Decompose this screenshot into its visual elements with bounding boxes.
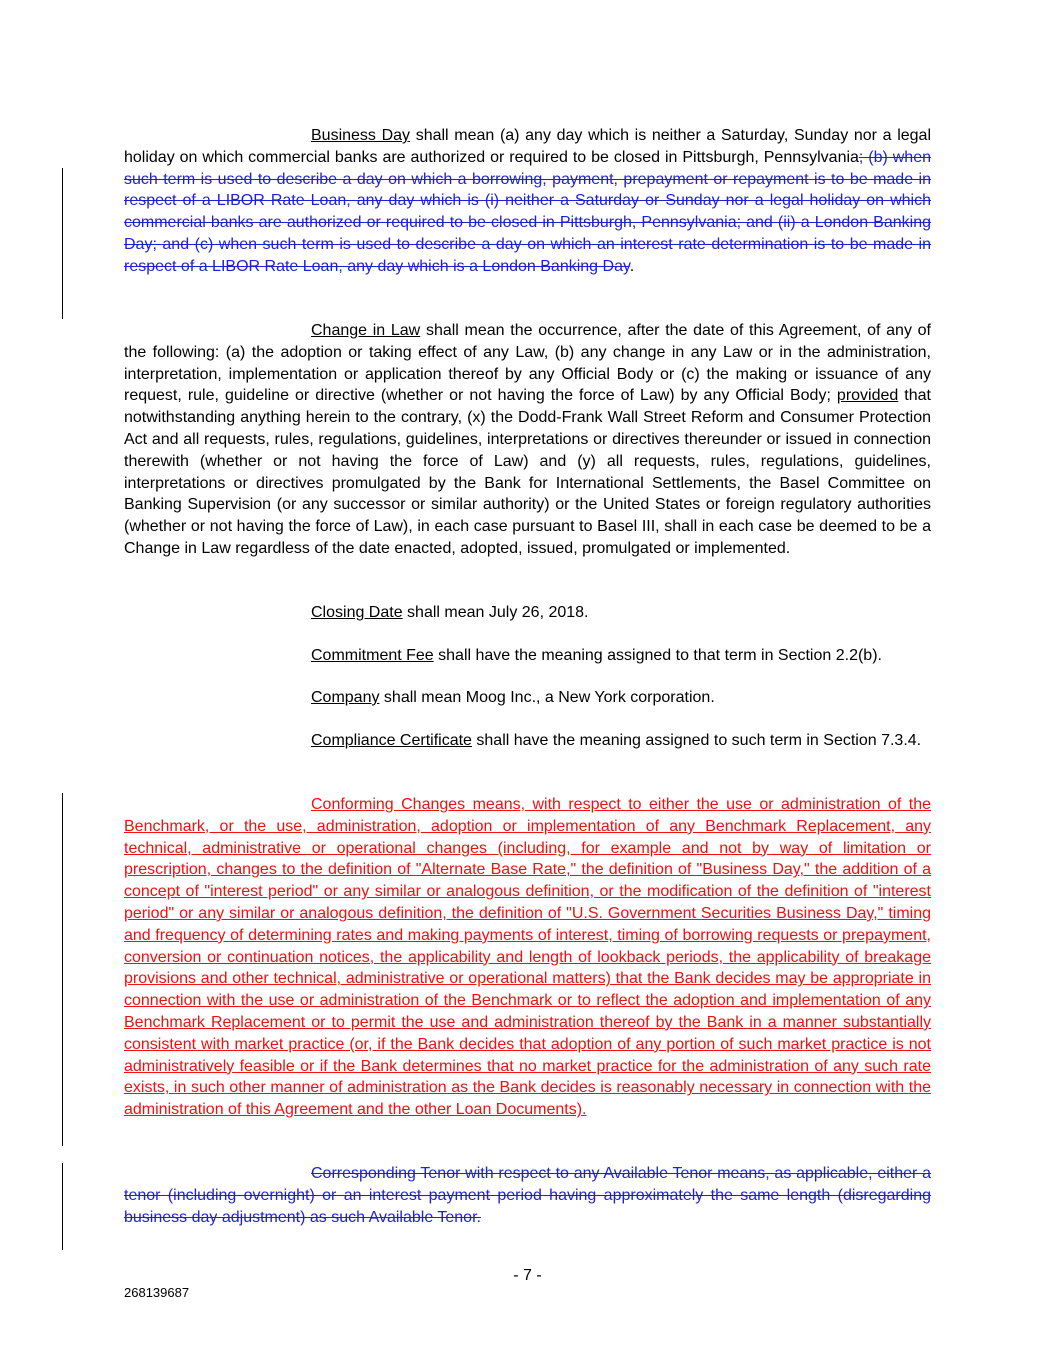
defined-term: Closing Date	[311, 604, 403, 621]
deleted-text: ; (b) when such term is used to describe a day on which a borrowing, payment, prepayment or repayment is to be made in respect of a LIBOR Rate Loan, any day which is (i) neither a Saturday or Sunday nor a legal holiday on which commercial banks are authorized or required to be closed in Pittsburgh, Pennsylvania; and (ii) a London Banking Day; and (c) when such term is used to describe a day on which an interest rate determination is to be made in respect of a LIBOR Rate Loan, any day which is a London Banking Day	[124, 148, 931, 275]
change-bar	[62, 1163, 63, 1250]
defined-term: Compliance Certificate	[311, 732, 472, 749]
defined-term: Commitment Fee	[311, 647, 434, 664]
definition-business-day	[124, 125, 931, 278]
definition-text: shall mean Moog Inc., a New York corporation.	[379, 689, 715, 706]
definition-text: shall have the meaning assigned to that term in Section 2.2(b).	[433, 647, 882, 664]
change-bar	[62, 793, 63, 1146]
definition-text: shall mean the occurrence, after the date of this Agreement, of any of the following: (a) the adoption or taking effect of any Law, (b) any change in any Law or in the administration, interpretation, implementation or application thereof by any Official Body or (c) the making or issuance of any request, rule, guideline or directive (whether or not having the force of Law) by any Official Body;	[124, 322, 931, 405]
deleted-text: with respect to any Available Tenor means, as applicable, either a tenor (including overnight) or an interest payment period having approximately the same length (disregarding business day adjustment) as such Available Tenor.	[124, 1165, 931, 1226]
definition-corresponding-tenor	[124, 1163, 931, 1228]
provided-term: provided	[836, 387, 899, 405]
defined-term: Change in Law	[311, 322, 421, 339]
defined-term: Business Day	[311, 127, 411, 144]
definition-conforming-changes	[124, 794, 931, 1121]
inserted-text: Conforming Changes means, with respect to either the use or administration of the Benchmark, or the use, administration, adoption or implementation of any Benchmark Replacement, any technical, administrative or operational changes (including, for example and not by way of limitation or prescription, changes to the definition of "Alternate Base Rate," the definition of "Business Day," the addition of a concept of "interest period" or any similar or analogous definition, or the modification of the definition of "interest period" or any similar or analogous definition, the definition of "U.S. Government Securities Business Day," timing and frequency of determining rates and making payments of interest, timing of borrowing requests or prepayment, conversion or continuation notices, the applicability and length of lookback periods, the applicability of breakage provisions and other technical, administrative or operational matters) that the Bank decides may be appropriate in connection with the use or administration of the Benchmark or to reflect the adoption and implementation of any Benchmark Replacement or to permit the use and administration thereof by the Bank in a manner substantially consistent with market practice (or, if the Bank decides that adoption of any portion of such market practice is not administratively feasible or if the Bank determines that no market practice for the administration of any such rate exists, in such other manner of administration as the Bank decides is reasonably necessary in connection with the administration of this Agreement and the other Loan Documents).	[124, 796, 931, 1119]
definition-end: .	[629, 257, 635, 275]
definition-compliance-certificate	[124, 730, 931, 752]
defined-term: Company	[311, 689, 380, 706]
definition-closing-date	[124, 602, 931, 624]
definition-text: shall mean July 26, 2018.	[402, 604, 589, 621]
definition-change-in-law	[124, 320, 931, 560]
change-bar	[62, 168, 63, 319]
deleted-term: Corresponding Tenor	[311, 1165, 461, 1182]
definition-commitment-fee	[124, 645, 931, 667]
definition-text: shall have the meaning assigned to such term in Section 7.3.4.	[471, 732, 922, 749]
definition-text-continued: that notwithstanding anything herein to the contrary, (x) the Dodd-Frank Wall Street Reform and Consumer Protection Act and all requests, rules, regulations, guidelines, interpretations or directives thereunder or issued in connection therewith (whether or not having the force of Law) and (y) all requests, rules, regulations, guidelines, interpretations or directives promulgated by the Bank for International Settlements, the Basel Committee on Banking Supervision (or any successor or similar authority) or the United States or foreign regulatory authorities (whether or not having the force of Law), in each case pursuant to Basel III, shall in each case be deemed to be a Change in Law regardless of the date enacted, adopted, issued, promulgated or implemented.	[124, 387, 931, 557]
page-number: - 7 -	[513, 1267, 542, 1284]
definition-text: shall mean (a) any day which is neither a Saturday, Sunday nor a legal holiday on which commercial banks are authorized or required to be closed in Pittsburgh, Pennsylvania	[124, 127, 932, 166]
definition-company	[124, 687, 931, 709]
document-id: 268139687	[124, 1285, 190, 1300]
